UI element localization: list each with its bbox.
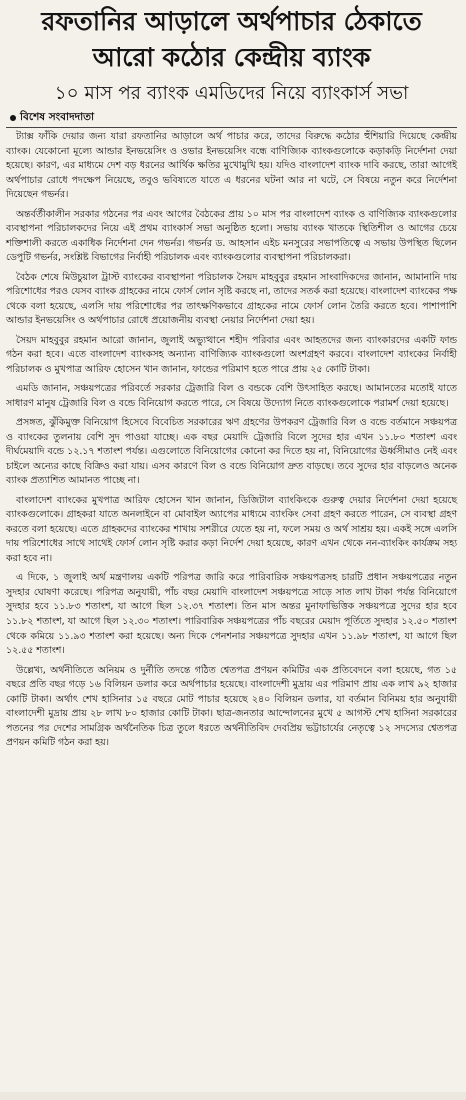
- paragraph: অন্তর্বর্তীকালীন সরকার গঠনের পর এবং আগের বৈঠকের প্রায় ১০ মাস পর বাংলাদেশ ব্যাংক ও বাণিজ্যিক ব্যাংকগুলোর ব্যবস্থাপনা পরিচালকদের নিয়ে এই প্রথম ব্যাংকার্স সভা অনুষ্ঠিত হলো। সভায় ব্যাংক খাতকে স্থিতিশীল ও আগের চেয়ে শক্তিশালী করতে একাধিক নির্দেশনা দেন গভর্নর। গভর্নর ড. আহসান এইচ মনসুরের সভাপতিত্বে এ সভায় উপস্থিত ছিলেন ডেপুটি গভর্নর, সংশ্লিষ্ট বিভাগের নির্বাহী পরিচালক এবং ব্যাংকগুলোর ব্যবস্থাপনা পরিচালকরা।: [6, 208, 457, 264]
- paragraph: প্রসঙ্গত, ঝুঁকিমুক্ত বিনিয়োগ হিসেবে বিবেচিত সরকারের ঋণ গ্রহণের উপকরণ ট্রেজারি বিল ও বন্ডে বর্তমানে সঞ্চয়পত্র ও ব্যাংকের তুলনায় বেশি সুদ পাওয়া যাচ্ছে। এক বছর মেয়াদি ট্রেজারি বিলে সুদের হার এখন ১১.৮০ শতাংশ এবং দীর্ঘমেয়াদি বন্ডে ১২.১৭ শতাংশ পর্যন্ত। এগুলোতে বিনিয়োগের কোনো কর দিতে হয় না, বিনিয়োগের ঊর্ধ্বসীমাও নেই এবং চাইলে অন্যের কাছে বিক্রিও করা যায়। এসব কারণে বিল ও বন্ডে বিনিয়োগ দ্রুত বাড়ছে। তবে সুদের হার বাড়লেও অনেক ব্যাংক প্রত্যাশিত আমানত পাচ্ছে না।: [6, 417, 457, 487]
- paragraph: বাংলাদেশ ব্যাংকের মুখপাত্র আরিফ হোসেন খান জানান, ডিজিটাল ব্যাংকিংকে গুরুত্ব দেয়ার নির্দেশনা দেয়া হয়েছে ব্যাংকগুলোকে। গ্রাহকরা যাতে অনলাইনে বা মোবাইল অ্যাপের মাধ্যমে ব্যাংকিং সেবা গ্রহণ করতে পারেন, সে ব্যবস্থা গ্রহণ করতে বলা হয়েছে। এতে গ্রাহকদের ব্যাংকের শাখায় সশরীরে যেতে হয় না, ফলে সময় ও অর্থ সাশ্রয় হয়। একই সঙ্গে এলসি দায় পরিশোধের সাথে সাথেই ফোর্স লোন সৃষ্টি করার কড়া নির্দেশ দেয়া হয়েছে, কারণ এখন থেকে নন-ব্যাংকিং কার্যক্রম সহ্য করা হবে না।: [6, 494, 457, 564]
- headline-line-1: রফতানির আড়ালে অর্থপাচার ঠেকাতে: [41, 7, 422, 37]
- page-bottom-edge: [0, 1092, 466, 1100]
- byline-text: বিশেষ সংবাদদাতা: [20, 110, 95, 123]
- paragraph: এমডি জানান, সঞ্চয়পত্রের পরিবর্তে সরকার ট্রেজারি বিল ও বন্ডকে বেশি উৎসাহিত করছে। আমানতের মতোই যাতে সাধারণ মানুষ ট্রেজারি বিল ও বন্ডে বিনিয়োগ করতে পারে, সে বিষয়ে উদ্যোগ নিতে ব্যাংকগুলোকে পরামর্শ দেয়া হয়েছে।: [6, 383, 457, 409]
- byline: [6, 110, 457, 126]
- paragraph: এ দিকে, ১ জুলাই অর্থ মন্ত্রণালয় একটি পরিপত্র জারি করে পারিবারিক সঞ্চয়পত্রসহ চারটি প্রধান সঞ্চয়পত্রের নতুন সুদহার ঘোষণা করেছে। পরিপত্র অনুযায়ী, পাঁচ বছর মেয়াদি বাংলাদেশ সঞ্চয়পত্রে সাড়ে সাত লাখ টাকা পর্যন্ত বিনিয়োগে সুদহার হবে ১১.৮৩ শতাংশ, যা আগে ছিল ১২.৩৭ শতাংশ। তিন মাস অন্তর মুনাফাভিত্তিক সঞ্চয়পত্রে সুদের হার হবে ১১.৮২ শতাংশ, যা আগে ছিল ১২.৩০ শতাংশ। পারিবারিক সঞ্চয়পত্রের পাঁচ বছরের মেয়াদ পূর্তিতে সুদহার ১২.৫০ শতাংশ থেকে কমিয়ে ১১.৯৩ শতাংশ করা হয়েছে। অন্য দিকে পেনশনার সঞ্চয়পত্রে সুদহার এখন ১১.৯৮ শতাংশ, যা আগে ছিল ১২.৫৫ শতাংশ।: [6, 572, 457, 657]
- paragraph: উল্লেখ্য, অর্থনীতিতে অনিয়ম ও দুর্নীতি তদন্তে গঠিত শ্বেতপত্র প্রণয়ন কমিটির এক প্রতিবেদনে বলা হয়েছে, গত ১৫ বছরে প্রতি বছর গড়ে ১৬ বিলিয়ন ডলার করে অর্থপাচার হয়েছে। বাংলাদেশী মুদ্রায় এর পরিমাণ প্রায় এক লাখ ৯২ হাজার কোটি টাকা। অর্থাৎ শেখ হাসিনার ১৫ বছরে মোট পাচার হয়েছে ২৪০ বিলিয়ন ডলার, যা বর্তমান বিনিময় হার অনুযায়ী বাংলাদেশী মুদ্রায় প্রায় ২৮ লাখ ৮০ হাজার কোটি টাকা। ছাত্র-জনতার আন্দোলনের মুখে ৫ আগস্ট শেখ হাসিনা সরকারের পতনের পর দেশের সামগ্রিক অর্থনৈতিক চিত্র তুলে ধরতে অর্থনীতিবিদ দেবপ্রিয় ভট্টাচার্যের নেতৃত্বে ১২ সদস্যের শ্বেতপত্র প্রণয়ন কমিটি গঠন করা হয়।: [6, 664, 457, 749]
- paragraph: বৈঠক শেষে মিউচুয়াল ট্রাস্ট ব্যাংকের ব্যবস্থাপনা পরিচালক সৈয়দ মাহবুবুর রহমান সাংবাদিকদের জানান, আমানানি দায় পরিশোধের পরও যেসব ব্যাংক গ্রাহকের নামে ফোর্স লোন সৃষ্টি করছে না, তাদের সতর্ক করা হয়েছে। বাংলাদেশ ব্যাংকের পক্ষ থেকে বলা হয়েছে, এলসি দায় পরিশোধের পর তাৎক্ষণিকভাবে গ্রাহকের নামে ফোর্স লোন তৈরি করতে হবে। পাশাপাশি আন্ডার ইনভয়েসিং ও অর্থপাচার রোধে প্রয়োজনীয় ব্যবস্থা নেয়ার নির্দেশনা দেয়া হয়।: [6, 271, 457, 327]
- paragraph: ট্যাক্স ফাঁকি দেয়ার জন্য যারা রফতানির আড়ালে অর্থ পাচার করে, তাদের বিরুদ্ধে কঠোর হুঁশিয়ারি দিয়েছে কেন্দ্রীয় ব্যাংক। যেকোনো মূল্যে আন্ডার ইনভয়েসিং ও ওভার ইনভয়েসিং বন্ধে বাণিজ্যিক ব্যাংকগুলোকে কড়াকড়ি নির্দেশনা দেয়া হয়েছে। কারণ, এর মাধ্যমে দেশ বড় ধরনের আর্থিক ক্ষতির মুখোমুখি হয়। যদিও বাংলাদেশ ব্যাংক দাবি করছে, তারা আগেই অর্থপাচার রোধে পদক্ষেপ নিয়েছে, তবুও ভবিষ্যতে যাতে এ ধরনের ঘটনা আর না ঘটে, সে বিষয়ে নতুন করে নির্দেশনা দিয়েছেন গভর্নর।: [6, 131, 457, 201]
- bullet-icon: [10, 115, 16, 121]
- paragraph: সৈয়দ মাহবুবুর রহমান আরো জানান, জুলাই অভ্যুত্থানে শহীদ পরিবার এবং আহতদের জন্য ব্যাংকারদের একটি ফান্ড গঠন করা হবে। এতে বাংলাদেশ ব্যাংকসহ অন্যান্য বাণিজ্যিক ব্যাংকগুলো অংশগ্রহণ করবে। বাংলাদেশ ব্যাংকের নির্বাহী পরিচালক ও মুখপাত্র আরিফ হোসেন খান জানান, ফান্ডের পরিমাণ হতে পারে প্রায় ২৫ কোটি টাকা।: [6, 334, 457, 375]
- subheadline: ১০ মাস পর ব্যাংক এমডিদের নিয়ে ব্যাংকার্স সভা: [54, 83, 409, 104]
- headline-line-2: আরো কঠোর কেন্দ্রীয় ব্যাংক: [92, 43, 371, 73]
- article-body: [6, 130, 457, 751]
- divider: [6, 127, 457, 128]
